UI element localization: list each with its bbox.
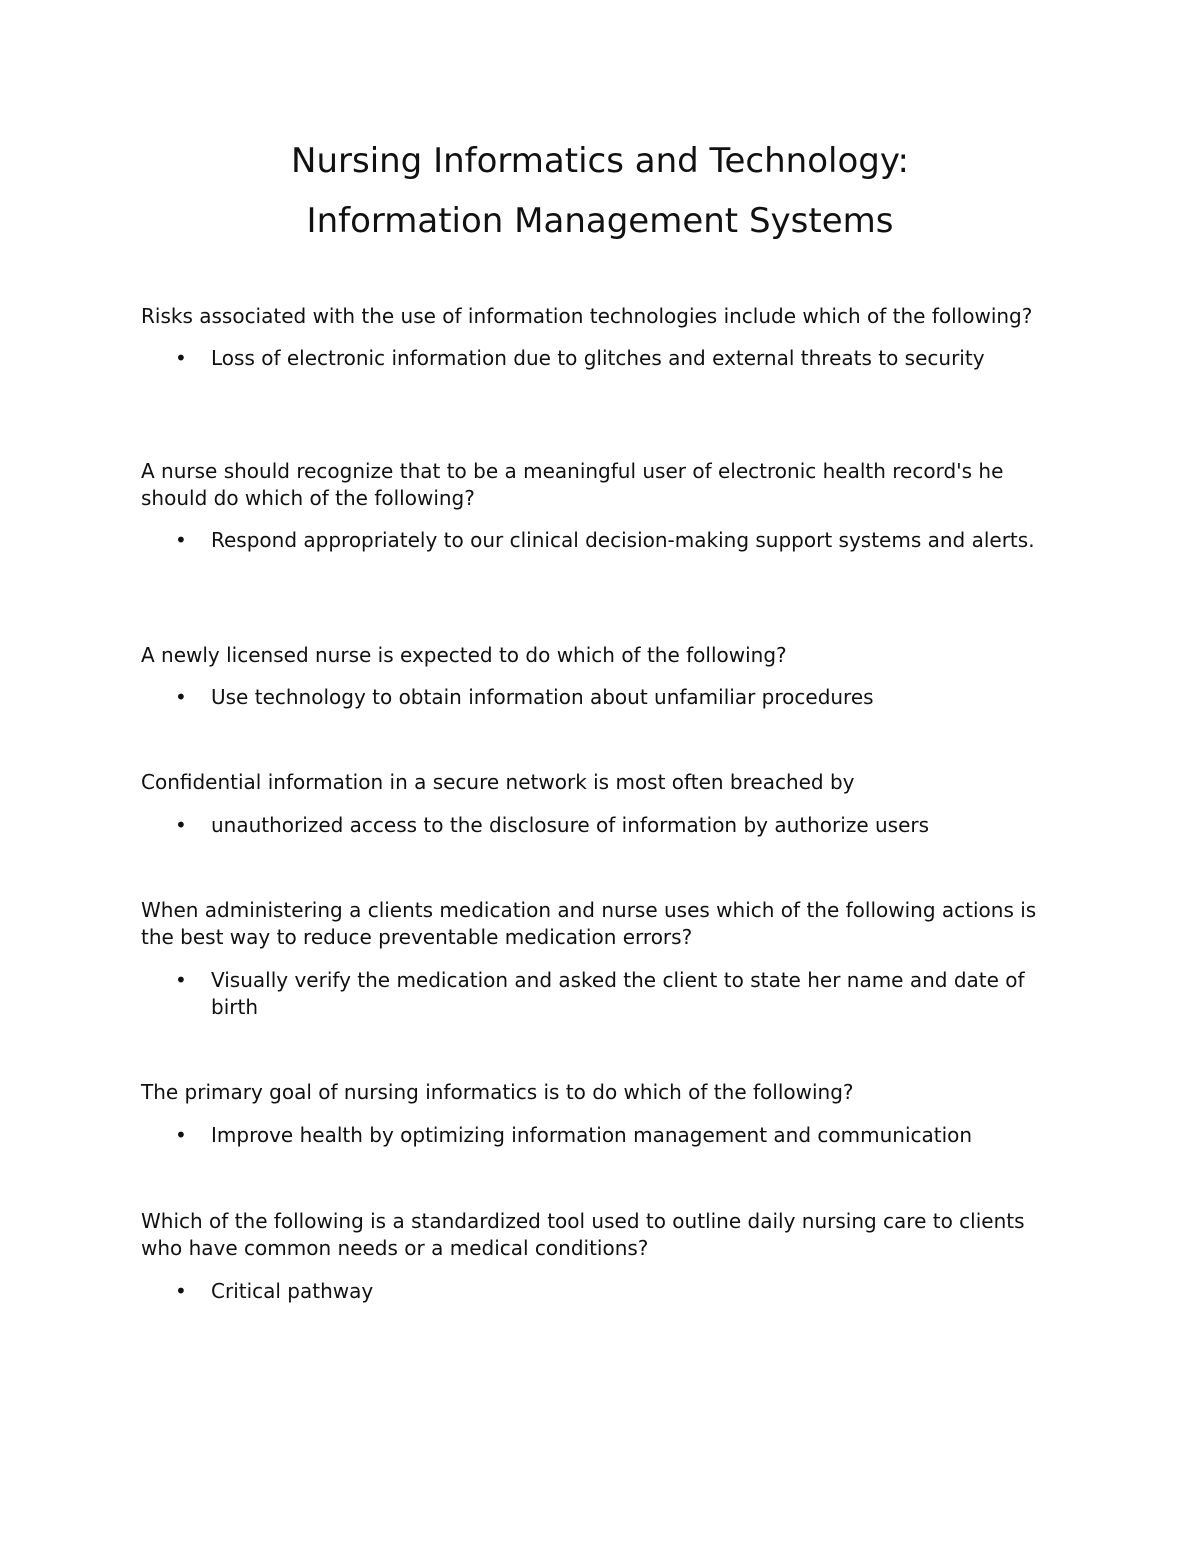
- bullet-icon: •: [175, 528, 187, 552]
- question-text: A nurse should recognize that to be a meaningful user of electronic health record's he should do which of the following?: [141, 459, 1004, 510]
- qa-item: [141, 897, 1061, 1021]
- answer-item: [141, 527, 1061, 554]
- question-text: When administering a clients medication and nurse uses which of the following actions is the best way to reduce preventable medication errors?: [141, 898, 1037, 949]
- bullet-icon: •: [175, 968, 187, 992]
- qa-item: [141, 1079, 1061, 1149]
- answer-item: [141, 684, 1061, 711]
- qa-item: [141, 458, 1061, 554]
- answer-item: [141, 1278, 1061, 1305]
- qa-item: [141, 1208, 1061, 1305]
- question-text: Confidential information in a secure network is most often breached by: [141, 770, 855, 794]
- answer-text: Improve health by optimizing information management and communication: [211, 1123, 973, 1147]
- bullet-icon: •: [175, 685, 187, 709]
- answer-text: Visually verify the medication and asked the client to state her name and date of birth: [211, 968, 1025, 1019]
- qa-item: [141, 303, 1061, 372]
- answer-text: Loss of electronic information due to glitches and external threats to security: [211, 346, 985, 370]
- answer-item: [141, 967, 1061, 1021]
- question-text: The primary goal of nursing informatics is to do which of the following?: [141, 1080, 854, 1104]
- question-text: Which of the following is a standardized tool used to outline daily nursing care to clients who have common needs or a medical conditions?: [141, 1209, 1025, 1260]
- document-title-line-2: Information Management Systems: [306, 201, 894, 241]
- bullet-icon: •: [175, 813, 187, 837]
- answer-item: [141, 1122, 1061, 1149]
- answer-item: [141, 812, 1061, 839]
- qa-item: [141, 642, 1061, 711]
- bullet-icon: •: [175, 1279, 187, 1303]
- question-text: A newly licensed nurse is expected to do which of the following?: [141, 643, 787, 667]
- answer-text: Use technology to obtain information about unfamiliar procedures: [211, 685, 874, 709]
- question-text: Risks associated with the use of information technologies include which of the following?: [141, 304, 1033, 328]
- qa-item: [141, 769, 1061, 839]
- answer-text: Respond appropriately to our clinical decision-making support systems and alerts.: [211, 528, 1035, 552]
- answer-item: [141, 345, 1061, 372]
- bullet-icon: •: [175, 1123, 187, 1147]
- bullet-icon: •: [175, 346, 187, 370]
- answer-text: unauthorized access to the disclosure of information by authorize users: [211, 813, 930, 837]
- answer-text: Critical pathway: [211, 1279, 374, 1303]
- document-title-line-1: Nursing Informatics and Technology:: [291, 141, 909, 181]
